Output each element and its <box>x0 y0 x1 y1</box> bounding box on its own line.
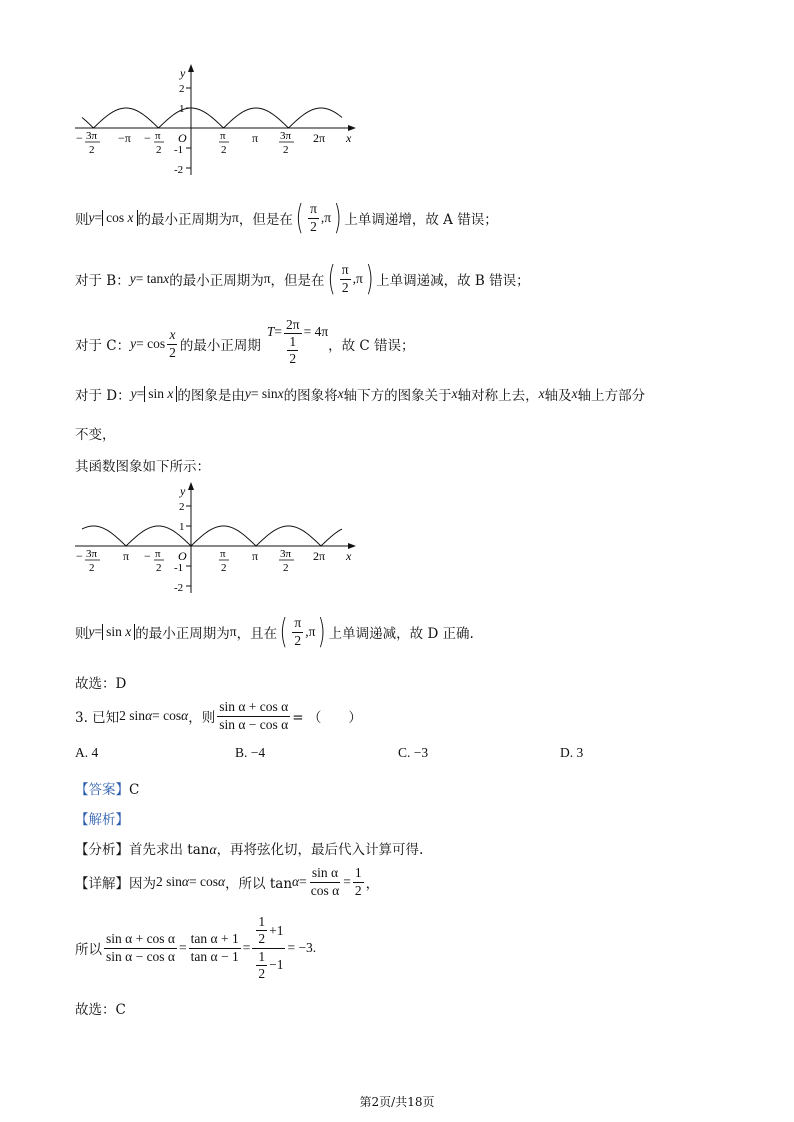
var-x: x <box>571 386 578 401</box>
minus: −1 <box>269 957 284 973</box>
eq: = <box>274 324 282 339</box>
text: 上单调递减，故 D 正确. <box>328 626 474 642</box>
eq: = cos <box>136 336 166 351</box>
answer <box>75 778 139 798</box>
x-tick-pi2-num: π <box>155 548 161 560</box>
interval: ( $\frac{\pi}{2}$ , π ) <box>279 612 327 652</box>
x-tick-pi: π <box>252 131 259 145</box>
den: 2 <box>354 882 362 898</box>
y-axis-arrow-icon <box>188 64 194 72</box>
x-tick-neg-pi: −π <box>118 131 131 145</box>
x-tick-2pi: 2π <box>313 549 326 563</box>
text: 上单调递增，故 A 错误； <box>344 212 498 228</box>
var-x: x <box>125 624 132 639</box>
den: 2 <box>294 632 302 648</box>
var-x: x <box>538 386 545 401</box>
text: ，且在 <box>236 626 278 642</box>
den: cos α <box>310 882 340 898</box>
plus: +1 <box>269 922 284 938</box>
x-tick-3pi2-pos-num: 3π <box>280 130 292 142</box>
text: 对于 D： <box>75 388 131 404</box>
eq: = 4π <box>303 324 329 339</box>
var-y: y <box>88 210 95 225</box>
y-tick-1: 1 <box>179 521 185 533</box>
eq: = <box>343 874 351 889</box>
text: 则 <box>75 626 89 642</box>
x-tick-minus-pi2-sign: − <box>144 131 151 145</box>
eq: = <box>94 210 103 225</box>
alpha: α <box>292 874 300 889</box>
text: 轴上方部分 <box>577 388 646 404</box>
expr: 2 sin <box>156 874 182 889</box>
expr: = cos <box>152 708 182 723</box>
x-tick-pi-left: π <box>123 549 130 563</box>
den: 2 <box>310 218 317 234</box>
x-tick-3pi2-pos-den: 2 <box>283 144 289 156</box>
eq: = <box>179 940 187 955</box>
eq: = <box>242 940 251 955</box>
pi: π <box>324 210 332 225</box>
x-tick-3pi2-pos-num: 3π <box>280 548 292 560</box>
den: tan α − 1 <box>190 948 239 964</box>
abs-sin-x <box>144 386 177 402</box>
x-axis-label: x <box>346 549 352 563</box>
result: = −3. <box>287 940 317 955</box>
eq: = <box>299 874 307 889</box>
line-a <box>75 198 498 238</box>
pi: π <box>229 624 237 639</box>
var-x: x <box>163 271 170 286</box>
y-tick-2: 2 <box>179 83 185 95</box>
y-tick-2: 2 <box>179 501 185 513</box>
den: 2 <box>169 344 176 360</box>
expr: 2 sin <box>119 708 146 723</box>
var-x: x <box>167 386 174 401</box>
text: 的图象是由 <box>177 388 245 404</box>
num: sin α + cos α <box>104 932 177 948</box>
interval: ( $\frac{\pi}{2}$ , π ) <box>327 259 374 299</box>
text: 对于 B： <box>75 273 130 289</box>
sep: , <box>305 624 309 639</box>
text: ，所以 tan <box>225 876 293 892</box>
text: ，但是在 <box>270 273 325 289</box>
fenxi <box>75 838 423 858</box>
text: 3. 已知 <box>75 710 120 726</box>
abs-cos-x <box>102 210 137 226</box>
den: sin α − cos α <box>106 948 176 964</box>
text: 轴及 <box>544 388 572 404</box>
var-x: x <box>277 386 284 401</box>
y-tick-neg1: -1 <box>174 562 184 574</box>
alpha: α <box>217 874 226 889</box>
text: 因为 <box>129 876 156 892</box>
var-T: T <box>266 324 275 339</box>
var-y: y <box>129 271 136 286</box>
den: 2 <box>341 279 349 295</box>
graph-cos-abs <box>70 60 370 180</box>
sep: , <box>352 271 356 286</box>
x-tick-3pi2-den: 2 <box>89 144 95 156</box>
var-y: y <box>244 386 251 401</box>
text: 轴对称上去， <box>457 388 539 404</box>
curve-cos-abs <box>82 108 342 128</box>
var-x: x <box>127 210 134 225</box>
num: sin α <box>310 866 340 882</box>
num: sin α + cos α <box>217 700 290 716</box>
num: π <box>340 263 351 279</box>
num: x <box>167 328 177 344</box>
x-tick-pi2-den: 2 <box>156 144 162 156</box>
x-tick-3pi2-num: 3π <box>86 548 98 560</box>
num: 1 <box>256 950 267 966</box>
choose-c: 故选：C <box>75 1002 126 1018</box>
pi: π <box>263 271 271 286</box>
expr: = cos <box>188 874 218 889</box>
pi: π <box>356 271 363 286</box>
den: 2 <box>289 351 297 367</box>
y-axis-label: y <box>180 66 186 80</box>
x-tick-3pi2-num: 3π <box>86 130 98 142</box>
func: cos <box>106 210 125 225</box>
alpha: α <box>145 708 153 723</box>
alpha: α <box>181 874 189 889</box>
num: 1 <box>353 866 364 882</box>
text: 首先求出 tan <box>129 842 210 858</box>
text: ，则 <box>188 710 216 726</box>
den: sin α − cos α <box>219 716 289 732</box>
y-tick-1: 1 <box>179 103 185 115</box>
x-tick-pos-pi2-den: 2 <box>221 144 227 156</box>
text: 的最小正周期为 <box>137 212 232 228</box>
eq: = <box>136 386 145 401</box>
option-a[interactable]: A. 4 <box>75 745 99 760</box>
var-y: y <box>130 386 137 401</box>
num: π <box>292 616 303 632</box>
y-tick-neg2: -2 <box>174 582 184 594</box>
var-x: x <box>337 386 344 401</box>
text: 所以 <box>75 942 102 958</box>
var-x: x <box>451 386 458 401</box>
line-d-cont: 不变， <box>75 427 116 443</box>
line-c <box>75 316 415 372</box>
den: 2 <box>258 965 266 981</box>
text: ， <box>365 876 380 892</box>
eq: = <box>94 624 103 639</box>
line-d <box>75 383 645 405</box>
analysis-tag: 【解析】 <box>75 812 129 828</box>
text: 上单调递减，故 B 错误； <box>376 273 530 289</box>
y-axis-arrow-icon <box>188 482 194 490</box>
page-footer: 第2页/共18页 <box>359 1095 435 1109</box>
x-tick-pi2-den: 2 <box>156 562 162 574</box>
option-c[interactable]: C. −3 <box>398 745 429 760</box>
option-d[interactable]: D. 3 <box>560 745 584 760</box>
text: 对于 C： <box>75 338 131 354</box>
curve-sin-abs <box>82 526 342 546</box>
text: ，但是在 <box>238 212 293 228</box>
num: 1 <box>256 915 267 931</box>
x-tick-minus-3pi2-sign: − <box>76 131 83 145</box>
tag: 【详解】 <box>75 876 129 892</box>
text: 轴下方的图象关于 <box>343 388 452 404</box>
y-tick-neg1: -1 <box>174 144 184 156</box>
func: sin <box>106 624 122 639</box>
xiangjie <box>75 862 379 902</box>
var-y: y <box>130 336 137 351</box>
x-tick-2pi: 2π <box>313 131 326 145</box>
text: 的图象将 <box>283 388 338 404</box>
num: π <box>308 202 319 218</box>
num: tan α + 1 <box>189 932 241 948</box>
choose-d: 故选：D <box>75 676 127 692</box>
x-tick-pos-pi2-num: π <box>220 548 226 560</box>
answer-value: C <box>129 782 140 798</box>
x-tick-3pi2-den: 2 <box>89 562 95 574</box>
x-axis-label: x <box>346 131 352 145</box>
graph-sin-abs <box>70 478 370 598</box>
x-tick-pi: π <box>252 549 259 563</box>
alpha: α <box>209 842 217 857</box>
x-tick-3pi2-pos-den: 2 <box>283 562 289 574</box>
line-e <box>75 612 474 652</box>
den: 2 <box>258 931 266 947</box>
x-tick-minus-3pi2-sign: − <box>76 549 83 563</box>
text: ，再将弦化切，最后代入计算可得. <box>216 842 424 858</box>
abs-sin-x <box>102 624 135 640</box>
x-tick-pos-pi2-den: 2 <box>221 562 227 574</box>
text: 的最小正周期为 <box>169 273 264 289</box>
y-tick-neg2: -2 <box>174 164 184 176</box>
question-3 <box>75 696 362 736</box>
num: 1 <box>287 335 298 351</box>
origin-label: O <box>178 131 187 145</box>
x-tick-minus-pi2-sign: − <box>144 549 151 563</box>
text: 的最小正周期为 <box>135 626 230 642</box>
interval: ( $\frac{\pi}{2}$ , π ) <box>295 198 342 238</box>
tag: 【分析】 <box>75 842 129 858</box>
sep: , <box>320 210 325 225</box>
y-axis-label: y <box>180 484 186 498</box>
option-b[interactable]: B. −4 <box>235 745 266 760</box>
text: 的最小正周期 <box>179 338 261 354</box>
eq: = sin <box>250 386 278 401</box>
func: sin <box>148 386 165 401</box>
line-b <box>75 259 530 299</box>
eq: = tan <box>135 271 164 286</box>
pi: π <box>308 624 316 639</box>
origin-label: O <box>178 549 187 563</box>
text: = （ ） <box>292 710 362 726</box>
text: 则 <box>75 212 89 228</box>
suoyi <box>75 912 316 984</box>
text: ，故 C 错误； <box>328 338 415 354</box>
x-tick-pos-pi2-num: π <box>220 130 226 142</box>
caption: 其函数图象如下所示： <box>75 459 210 475</box>
pi: π <box>232 210 239 225</box>
x-tick-pi2-num: π <box>155 130 161 142</box>
alpha: α <box>181 708 189 723</box>
answer-tag: 【答案】 <box>75 782 129 798</box>
num: 2π <box>284 318 302 334</box>
var-y: y <box>88 624 95 639</box>
